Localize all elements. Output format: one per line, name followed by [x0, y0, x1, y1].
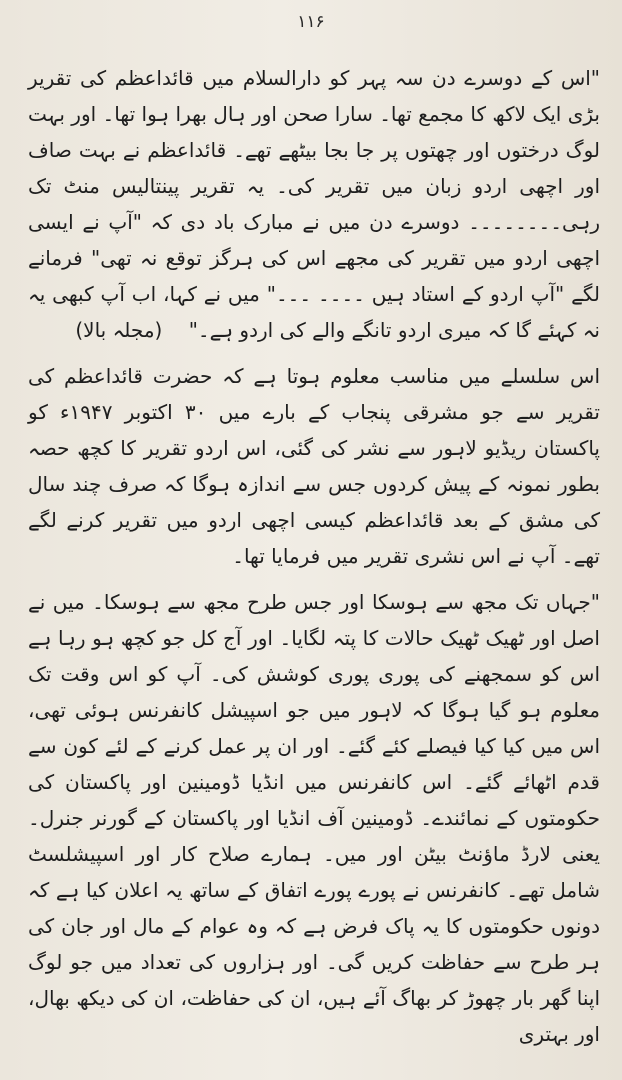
page-body	[28, 60, 600, 1062]
paragraph-radio-speech: "جہاں تک مجھ سے ہوسکا اور جس طرح مجھ سے ہوسکا۔ میں نے اصل اور ٹھیک ٹھیک حالات کا پتہ لگایا۔ اور آج کل جو کچھ ہو رہا ہے اس کو سمجھنے کی پوری پوری کوشش کی۔ آپ کو اس وقت تک معلوم ہو گیا ہوگا کہ لاہور میں جو اسپیشل کانفرنس ہوئی تھی، اس میں کیا کیا فیصلے کئے گئے۔ اور ان پر عمل کرنے کے لئے کون سے قدم اٹھائے گئے۔ اس کانفرنس میں انڈیا ڈومینین اور پاکستان کی حکومتوں کے نمائندے۔ ڈومینین آف انڈیا اور پاکستان کے گورنر جنرل۔ یعنی لارڈ ماؤنٹ بیٹن اور میں۔ ہمارے صلاح کار اور اسپیشلسٹ شامل تھے۔ کانفرنس نے پورے پورے اتفاق کے ساتھ یہ اعلان کیا ہے کہ دونوں حکومتوں کا یہ پاک فرض ہے کہ وہ عوام کے مال اور جان کی ہر طرح سے حفاظت کریں گی۔ اور ہزاروں کی تعداد میں جو لوگ اپنا گھر بار چھوڑ کر بھاگ آئے ہیں، ان کی حفاظت، ان کی دیکھ بھال، اور بہتری	[28, 590, 600, 1046]
page-number: ۱۱۶	[297, 12, 325, 32]
paragraph-text: "اس کے دوسرے دن سہ پہر کو دارالسلام میں قائداعظم کی تقریر بڑی ایک لاکھ کا مجمع تھا۔ سارا صحن اور ہال بھرا ہوا تھا۔ اور بہت لوگ درختوں اور چھتوں پر جا بجا بیٹھے تھے۔ قائداعظم نے بہت صاف اور اچھی اردو زبان میں تقریر کی۔ یہ تقریر پینتالیس منٹ تک رہی۔۔۔۔۔۔۔۔ دوسرے دن میں نے مبارک باد دی کہ "آپ نے ایسی اچھی اردو میں تقریر کی مجھے اس کی ہرگز توقع نہ تھی" فرمانے لگے "آپ اردو کے استاد ہیں ۔۔۔۔ ۔۔۔" میں نے کہا، اب آپ کبھی یہ نہ کہئے گا کہ میری اردو تانگے والے کی اردو ہے۔"	[28, 66, 600, 342]
paragraph-context: اس سلسلے میں مناسب معلوم ہوتا ہے کہ حضرت قائداعظم کی تقریر سے جو مشرقی پنجاب کے بارے میں ۳۰ اکتوبر ۱۹۴۷ء کو پاکستان ریڈیو لاہور سے نشر کی گئی، اس اردو تقریر کا کچھ حصہ بطور نمونہ کے پیش کردوں جس سے اندازہ ہوگا کہ صرف چند سال کی مشق کے بعد قائداعظم کیسی اچھی اردو میں تقریر کرنے لگے تھے۔ آپ نے اس نشری تقریر میں فرمایا تھا۔	[28, 364, 600, 568]
reference-citation: (مجلہ بالا)	[75, 318, 163, 342]
paragraph-quote-speech	[28, 60, 600, 348]
